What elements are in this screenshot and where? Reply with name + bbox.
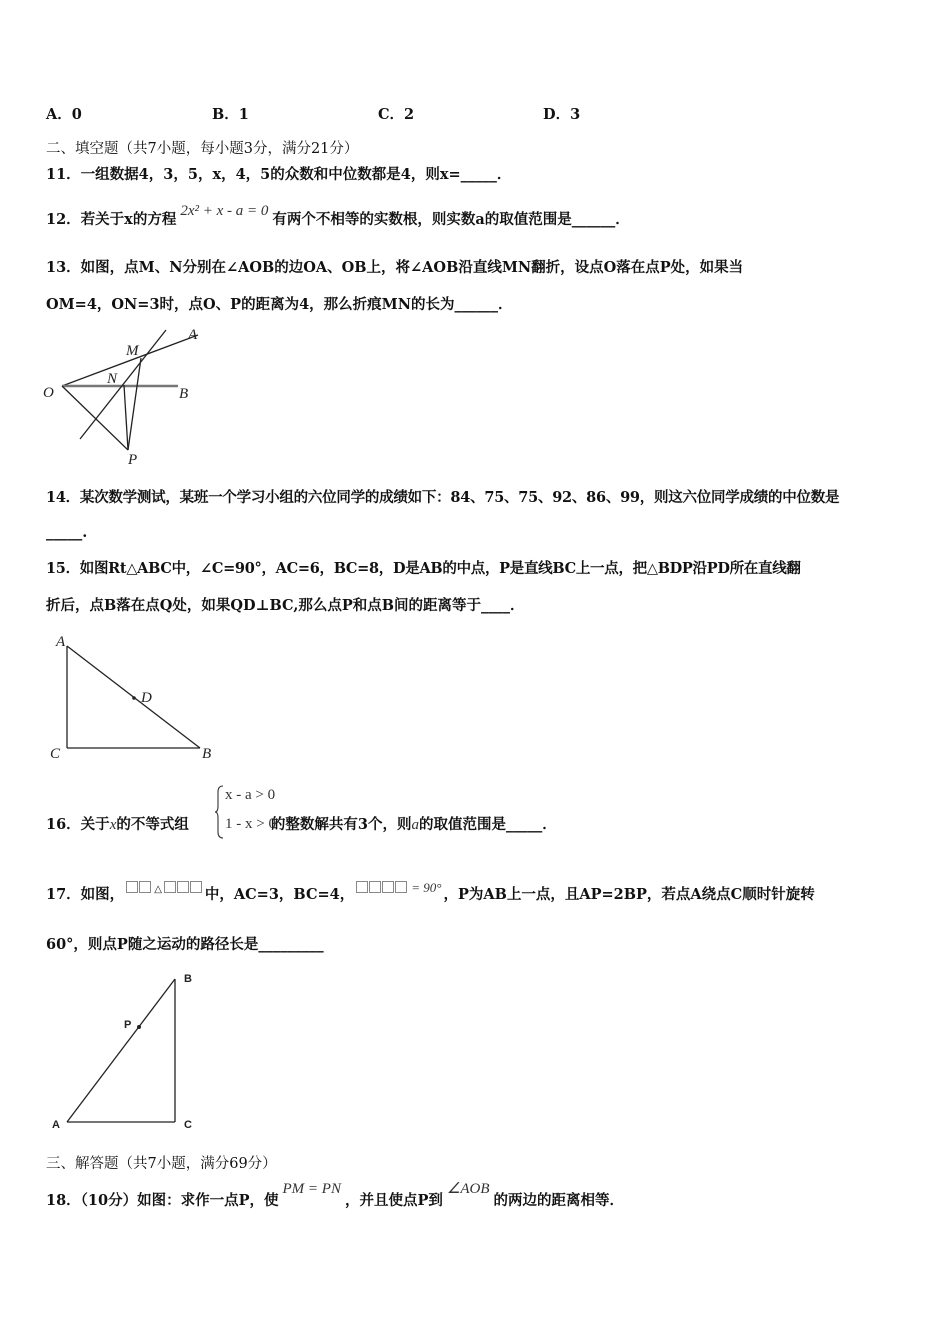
label-b: B: [179, 386, 189, 402]
fold-line: [80, 330, 166, 439]
question-17-pre: 17．如图，: [46, 886, 125, 903]
question-18-pre: 18．（10分）如图：求作一点P，使: [46, 1192, 279, 1209]
triangle-abc-placeholder: △: [126, 879, 203, 896]
question-12-post: 有两个不相等的实数根，则实数a的取值范围是______．: [272, 211, 630, 228]
section-heading-solutions: 三、解答题（共7小题，满分69分）: [46, 1156, 277, 1172]
label-m: M: [126, 343, 139, 359]
label-c: C: [184, 1119, 192, 1131]
segment-mp: [128, 358, 141, 450]
question-17-figure: [46, 970, 206, 1135]
equation-pm-pn: PM = PN: [282, 1181, 341, 1197]
label-b: B: [202, 746, 212, 762]
question-15-line-2: 折后，点B落在点Q处，如果QD⊥BC,那么点P和点B间的距离等于____．: [46, 597, 525, 614]
segment-np: [124, 385, 128, 450]
question-18-post: 的两边的距离相等．: [493, 1192, 624, 1209]
segment-op: [62, 386, 128, 450]
question-11: 11．一组数据4，3，5，x，4，5的众数和中位数都是4，则x=_____．: [46, 166, 512, 183]
angle-aob: ∠AOB: [446, 1181, 490, 1197]
label-n: N: [107, 371, 118, 387]
label-a: A: [56, 634, 66, 650]
question-13-line-1: 13．如图，点M、N分别在∠AOB的边OA、OB上，将∠AOB沿直线MN翻折，设点O落在点P处，如果当: [46, 259, 744, 276]
question-15-line-1: 15．如图Rt△ABC中，∠C=90°，AC=6，BC=8，D是AB的中点，P是直线BC上一点，把△BDP沿PD所在直线翻: [46, 560, 801, 577]
question-12-pre: 12．若关于x的方程: [46, 211, 177, 228]
section-heading-fill-blank: 二、填空题（共7小题，每小题3分，满分21分）: [46, 141, 359, 157]
label-o: O: [43, 385, 54, 401]
question-16-post-2: 的取值范围是_____．: [418, 816, 557, 833]
inequality-2: 1 - x > 0: [225, 816, 276, 832]
question-12: [46, 203, 630, 229]
option-c: C．2: [378, 106, 415, 123]
option-a: A．0: [46, 106, 82, 123]
question-18: [46, 1181, 624, 1210]
question-13-figure: [40, 325, 210, 470]
inequality-system: [215, 784, 295, 840]
question-18-mid: ，并且使点P到: [344, 1192, 443, 1209]
label-p: P: [128, 452, 138, 468]
question-12-equation: 2x² + x - a = 0: [180, 203, 269, 219]
label-d: D: [141, 690, 152, 706]
label-a: A: [188, 327, 198, 343]
point-p: [137, 1025, 141, 1029]
point-d: [132, 696, 136, 700]
question-16-mid: 的不等式组: [116, 816, 189, 833]
question-17-mid: 中，AC=3，BC=4，: [204, 886, 355, 903]
variable-a: a: [411, 817, 419, 833]
question-17-line-2: 60°，则点P随之运动的路径长是_________: [46, 936, 324, 953]
question-15-figure: [46, 632, 226, 767]
question-16: [46, 813, 557, 834]
label-c: C: [50, 746, 61, 762]
question-14-line-2: _____.: [46, 524, 88, 541]
angle-value: = 90°: [411, 880, 442, 895]
variable-x: x: [109, 817, 117, 833]
inequality-1: x - a > 0: [225, 787, 276, 803]
question-16-post-1: 的整数解共有3个，则: [270, 816, 412, 833]
question-17-line-1: [46, 880, 815, 904]
question-16-pre: 16．关于: [46, 816, 110, 833]
label-p: P: [124, 1019, 132, 1031]
question-17-post: ，P为AB上一点，且AP=2BP，若点A绕点C顺时针旋转: [443, 886, 815, 903]
question-13-line-2: OM=4，ON=3时，点O、P的距离为4，那么折痕MN的长为______．: [46, 296, 513, 313]
label-b: B: [184, 973, 192, 985]
side-ab: [67, 979, 175, 1122]
brace-icon: [215, 784, 225, 840]
option-b: B．1: [212, 106, 249, 123]
angle-acb-expression: [356, 879, 441, 896]
label-a: A: [52, 1119, 60, 1131]
option-d: D．3: [543, 106, 581, 123]
question-14-line-1: 14．某次数学测试，某班一个学习小组的六位同学的成绩如下：84、75、75、92、86、99，则这六位同学成绩的中位数是: [46, 489, 840, 506]
